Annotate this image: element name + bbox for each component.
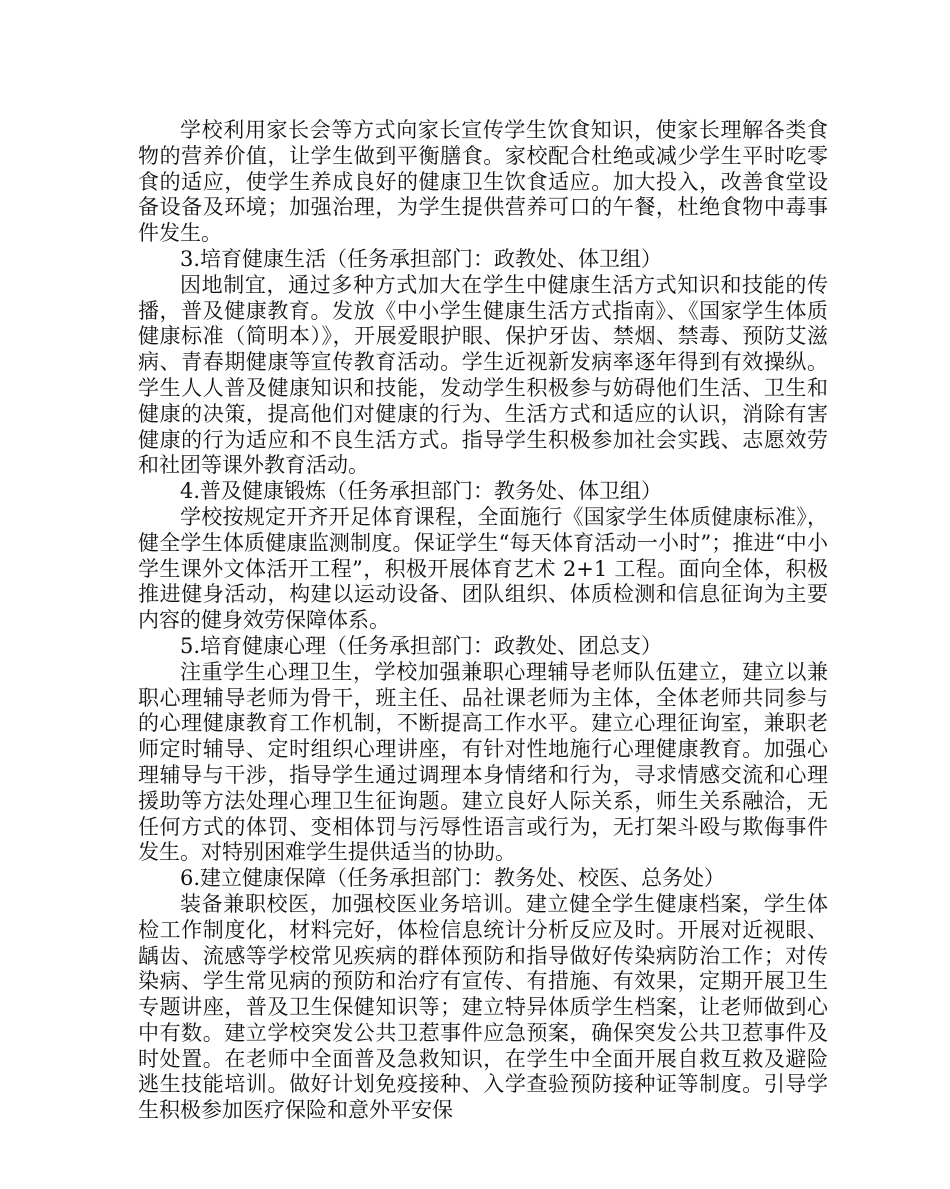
heading-health-guarantee: 6.建立健康保障（任务承担部门：教务处、校医、总务处） bbox=[180, 866, 726, 891]
heading-psychology: 5.培育健康心理（任务承担部门：政教处、团总支） bbox=[180, 633, 663, 658]
paragraph-healthy-life: 因地制宜，通过多种方式加大在学生中健康生活方式知识和技能的传播，普及健康教育。发放《中小学生健康生活方式指南》、《国家学生体质健康标准（简明本）》，开展爱眼护眼、保护牙齿、禁烟、禁毒、预防艾滋病、青春期健康等宣传教育活动。学生近视新发病率逐年得到有效操纵。学生人人普及健康知识和技能，发动学生积极参与妨碍他们生活、卫生和健康的决策，提高他们对健康的行为、生活方式和适应的认识，消除有害健康的行为适应和不良生活方式。指导学生积极参加社会实践、志愿效劳和社团等课外教育活动。 bbox=[138, 272, 828, 478]
paragraph-exercise: 学校按规定开齐开足体育课程，全面施行《国家学生体质健康标准》，健全学生体质健康监测制度。保证学生“每天体育活动一小时”；推进“中小学生课外文体活开工程”，积极开展体育艺术 2+1 工程。面向全体，积极推进健身活动，构建以运动设备、团队组织、体质检测和信息征询为主要内容的健身效劳保障体系。 bbox=[138, 504, 828, 633]
paragraph-diet: 学校利用家长会等方式向家长宣传学生饮食知识，使家长理解各类食物的营养价值，让学生做到平衡膳食。家校配合杜绝或减少学生平时吃零食的适应，使学生养成良好的健康卫生饮食适应。加大投入，改善食堂设备设备及环境；加强治理，为学生提供营养可口的午餐，杜绝食物中毒事件发生。 bbox=[138, 118, 828, 246]
heading-exercise: 4.普及健康锻炼（任务承担部门：教务处、体卫组） bbox=[180, 479, 663, 504]
paragraph-psychology: 注重学生心理卫生，学校加强兼职心理辅导老师队伍建立，建立以兼职心理辅导老师为骨干，班主任、品社课老师为主体，全体老师共同参与的心理健康教育工作机制，不断提高工作水平。建立心理征询室，兼职老师定时辅导、定时组织心理讲座，有针对性地施行心理健康教育。加强心理辅导与干涉，指导学生通过调理本身情绪和行为，寻求情感交流和心理援助等方法处理心理卫生征询题。建立良好人际关系，师生关系融洽，无任何方式的体罚、变相体罚与污辱性语言或行为，无打架斗殴与欺侮事件发生。对特别困难学生提供适当的协助。 bbox=[138, 659, 828, 865]
paragraph-health-guarantee: 装备兼职校医，加强校医业务培训。建立健全学生健康档案，学生体检工作制度化，材料完好，体检信息统计分析反应及时。开展对近视眼、龋齿、流感等学校常见疾病的群体预防和指导做好传染病防治工作；对传染病、学生常见病的预防和治疗有宣传、有措施、有效果，定期开展卫生专题讲座，普及卫生保健知识等；建立特异体质学生档案，让老师做到心中有数。建立学校突发公共卫惹事件应急预案，确保突发公共卫惹事件及时处置。在老师中全面普及急救知识，在学生中全面开展自救互救及避险逃生技能培训。做好计划免疫接种、入学查验预防接种证等制度。引导学生积极参加医疗保险和意外平安保 bbox=[138, 891, 828, 1123]
heading-healthy-life: 3.培育健康生活（任务承担部门：政教处、体卫组） bbox=[180, 246, 663, 271]
document-page bbox=[138, 118, 828, 1124]
